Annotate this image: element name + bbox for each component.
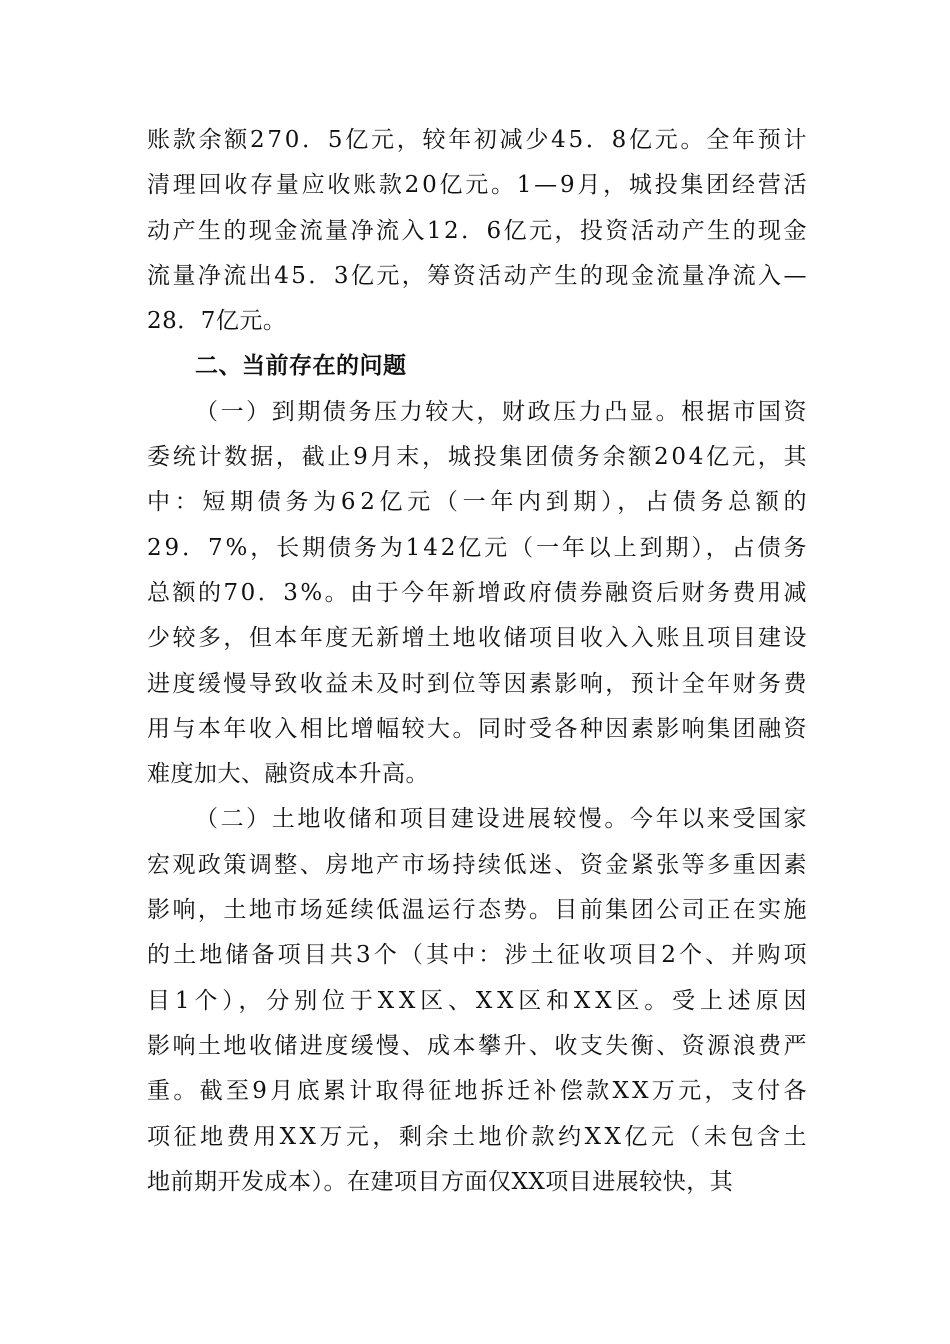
text-line: 宏观政策调整、房地产市场持续低迷、资金紧张等多重因素 — [147, 851, 809, 878]
text-line: 目1个），分别位于XX区、XX区和XX区。受上述原因 — [147, 987, 812, 1014]
text-line: 地前期开发成本）。在建项目方面仅XX项目进展较快，其 — [147, 1168, 734, 1195]
text-line: 总额的70．3%。由于今年新增政府债券融资后财务费用减 — [147, 579, 809, 606]
text-line: 进度缓慢导致收益未及时到位等因素影响，预计全年财务费 — [147, 670, 809, 697]
text-line: 流量净流出45．3亿元，筹资活动产生的现金流量净流入— — [147, 262, 809, 289]
text-line: 难度加大、融资成本升高。 — [147, 761, 429, 788]
text-line: 用与本年收入相比增幅较大。同时受各种因素影响集团融资 — [147, 715, 809, 742]
paragraph-first-line: （一）到期债务压力较大，财政压力凸显。根据市国资 — [195, 398, 810, 425]
text-line: 影响，土地市场延续低温运行态势。目前集团公司正在实施 — [147, 897, 809, 924]
text-line: 影响土地收储进度缓慢、成本攀升、收支失衡、资源浪费严 — [147, 1032, 809, 1059]
text-line: 中：短期债务为62亿元（一年内到期），占债务总额的 — [147, 489, 812, 516]
text-line: 账款余额270．5亿元，较年初减少45．8亿元。全年预计 — [147, 127, 810, 153]
text-line: 重。截至9月底累计取得征地拆迁补偿款XX万元，支付各 — [147, 1078, 810, 1105]
text-line: 清理回收存量应收账款20亿元。1—9月，城投集团经营活 — [147, 172, 810, 199]
text-line: 少较多，但本年度无新增土地收储项目收入入账且项目建设 — [147, 625, 809, 652]
text-line: 29．7%，长期债务为142亿元（一年以上到期），占债务 — [147, 534, 810, 561]
text-line: 委统计数据，截止9月末，城投集团债务余额204亿元，其 — [147, 444, 810, 471]
text-line: 动产生的现金流量净流入12．6亿元，投资活动产生的现金 — [147, 217, 809, 244]
paragraph-first-line: （二）土地收储和项目建设进展较慢。今年以来受国家 — [195, 806, 810, 833]
text-line: 项征地费用XX万元，剩余土地价款约XX亿元（未包含土 — [147, 1123, 811, 1150]
text-line: 28．7亿元。 — [147, 308, 287, 335]
text-line: 的土地储备项目共3个（其中：涉土征收项目2个、并购项 — [147, 942, 810, 969]
section-heading: 二、当前存在的问题 — [195, 353, 407, 380]
document-body — [147, 118, 812, 1205]
